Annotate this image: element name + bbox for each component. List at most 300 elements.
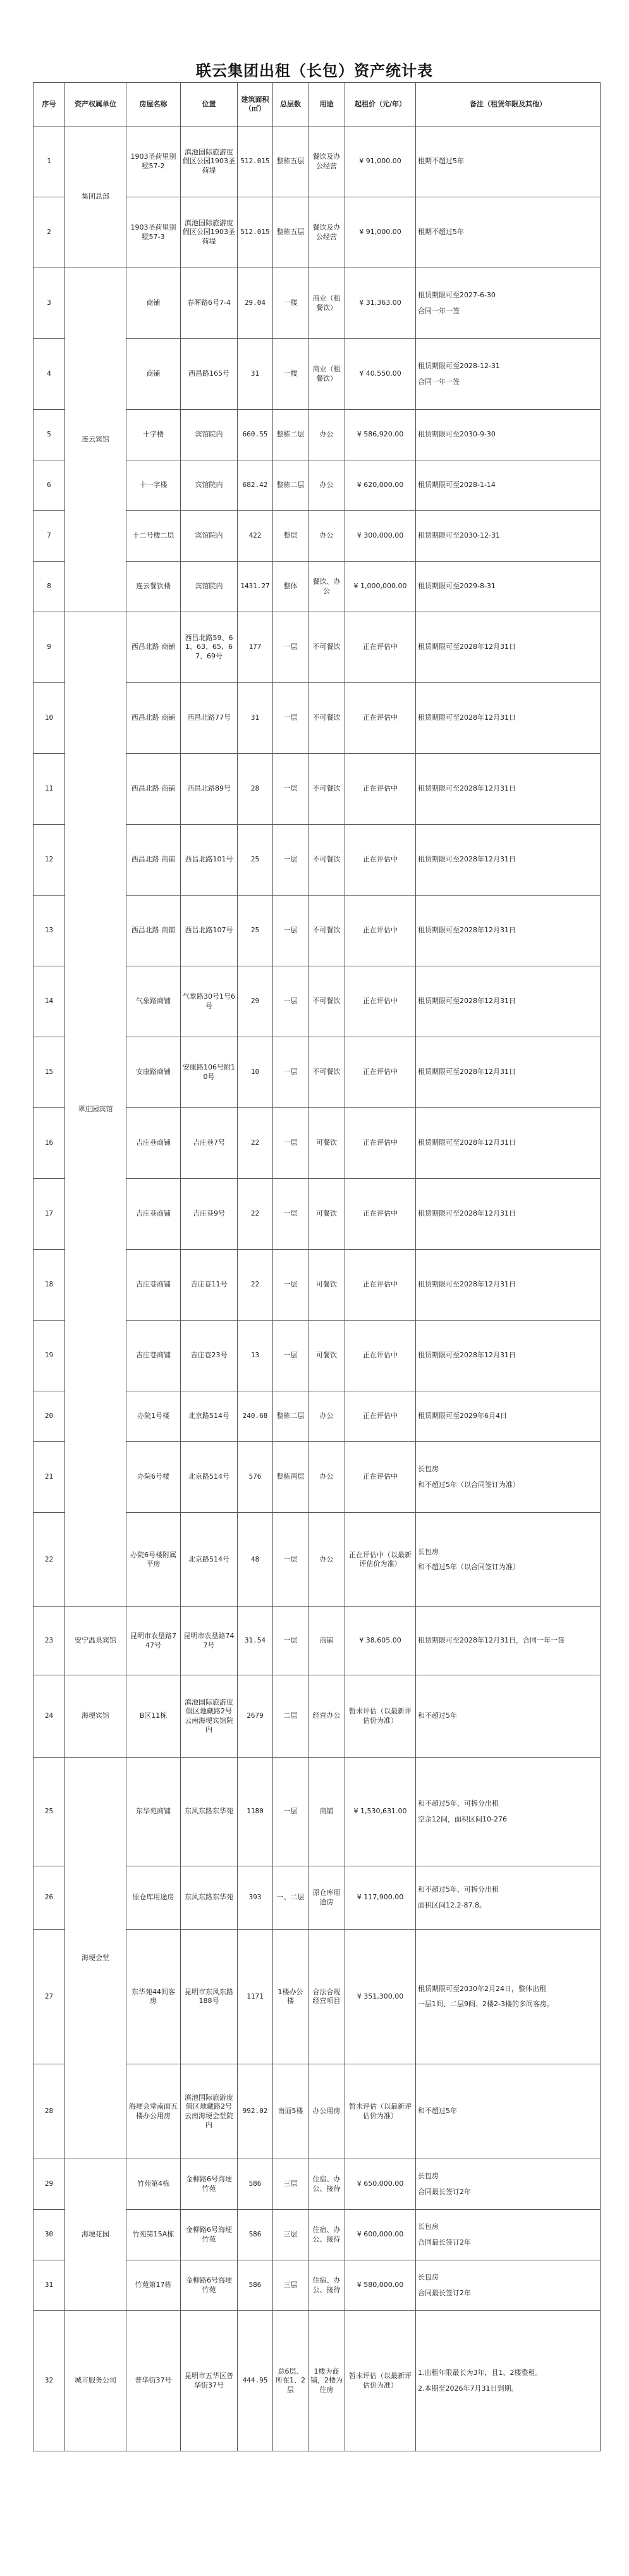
remark-line: 租赁期限可至2028年12月31日: [418, 855, 516, 864]
remark-line: 租赁期限可至2028年12月31日: [418, 713, 516, 722]
house-name-cell: 办院1号楼: [126, 1391, 181, 1442]
remark-line: 长包房: [418, 2172, 439, 2181]
floors-cell: 整栋二层: [273, 460, 308, 511]
area-cell: 22: [238, 1250, 273, 1321]
house-name-cell: 气象路商铺: [126, 966, 181, 1037]
remark-cell: [416, 2064, 601, 2159]
row-number-cell: 15: [34, 1037, 65, 1108]
remark-cell: [416, 683, 601, 754]
area-cell: 22: [238, 1108, 273, 1179]
table-row: [34, 612, 601, 683]
floors-cell: 1楼办公楼: [273, 1930, 308, 2064]
location-cell: 西昌北路107号: [181, 896, 238, 966]
price-cell: ¥ 650,000.00: [345, 2159, 416, 2210]
location-cell: 宾馆院内: [181, 562, 238, 612]
price-cell: ¥ 600,000.00: [345, 2210, 416, 2260]
usage-cell: 不可餐饮: [308, 966, 345, 1037]
house-name-cell: 十字楼: [126, 410, 181, 460]
usage-cell: 办公: [308, 511, 345, 562]
floors-cell: 整栋二层: [273, 1391, 308, 1442]
floors-cell: 一层: [273, 754, 308, 825]
remark-cell: [416, 1513, 601, 1607]
remark-line: 租赁期限可至2030-12-31: [418, 531, 500, 540]
floors-cell: 二层: [273, 1675, 308, 1758]
remark-cell: [416, 268, 601, 339]
area-cell: 422: [238, 511, 273, 562]
floors-cell: 整层: [273, 511, 308, 562]
remark-cell: [416, 1179, 601, 1250]
area-cell: 1171: [238, 1930, 273, 2064]
floors-cell: 一层: [273, 896, 308, 966]
area-cell: 512.015: [238, 126, 273, 197]
location-cell: 金柳路6号海埂竹苑: [181, 2260, 238, 2311]
table-row: [34, 1675, 601, 1758]
price-cell: ¥ 351,300.00: [345, 1930, 416, 2064]
location-cell: 滇池国际旅游度假区地藏路2号云南海埂会堂院内: [181, 2064, 238, 2159]
header-row: [34, 83, 601, 126]
location-cell: 滇池国际旅游度假区公园1903圣荷堤: [181, 197, 238, 268]
location-cell: 宾馆院内: [181, 460, 238, 511]
header-cell: 资产权属单位: [65, 83, 126, 126]
usage-cell: 办公用房: [308, 2064, 345, 2159]
floors-cell: 一楼: [273, 339, 308, 410]
remark-cell: [416, 1866, 601, 1930]
owner-cell: 连云宾馆: [65, 268, 126, 612]
remark-cell: [416, 2311, 601, 2451]
location-cell: 北京路514号: [181, 1442, 238, 1513]
remark-cell: [416, 754, 601, 825]
usage-cell: 住宿、办公、接待: [308, 2159, 345, 2210]
header-cell: 建筑面积（㎡）: [238, 83, 273, 126]
house-name-cell: 普华街37号: [126, 2311, 181, 2451]
area-cell: 1180: [238, 1758, 273, 1866]
price-cell: ¥ 1,530,631.00: [345, 1758, 416, 1866]
area-cell: 1431.27: [238, 562, 273, 612]
usage-cell: 可餐饮: [308, 1250, 345, 1321]
remark-line: 租赁期限可至2028年12月31日: [418, 1138, 516, 1147]
usage-cell: 商铺: [308, 1607, 345, 1675]
house-name-cell: 竹苑第17栋: [126, 2260, 181, 2311]
house-name-cell: 竹苑第4栋: [126, 2159, 181, 2210]
price-cell: ¥ 580,000.00: [345, 2260, 416, 2311]
remark-line: 和不超过5年（以合同签订为准）: [418, 1480, 520, 1489]
row-number-cell: 19: [34, 1321, 65, 1391]
price-cell: 正在评估中: [345, 1037, 416, 1108]
remark-line: 租赁期限可至2028年12月31日，合同一年一签: [418, 1636, 565, 1645]
row-number-cell: 10: [34, 683, 65, 754]
area-cell: 2679: [238, 1675, 273, 1758]
remark-cell: [416, 1037, 601, 1108]
price-cell: ¥ 31,363.00: [345, 268, 416, 339]
usage-cell: 办公: [308, 1442, 345, 1513]
house-name-cell: 1903圣荷里别墅57-2: [126, 126, 181, 197]
remark-line: 租赁期限可至2028年12月31日: [418, 1280, 516, 1289]
owner-cell: 海埂会堂: [65, 1758, 126, 2159]
usage-cell: 不可餐饮: [308, 683, 345, 754]
usage-cell: 不可餐饮: [308, 896, 345, 966]
row-number-cell: 3: [34, 268, 65, 339]
table-row: [34, 126, 601, 197]
location-cell: 金柳路6号海埂竹苑: [181, 2159, 238, 2210]
remark-cell: [416, 1391, 601, 1442]
area-cell: 393: [238, 1866, 273, 1930]
owner-cell: 安宁温泉宾馆: [65, 1607, 126, 1675]
price-cell: 正在评估中: [345, 683, 416, 754]
location-cell: 宾馆院内: [181, 511, 238, 562]
table-body: [34, 126, 601, 2451]
remark-cell: [416, 562, 601, 612]
floors-cell: 一楼: [273, 268, 308, 339]
remark-line: 租赁期限可至2028-1-14: [418, 481, 496, 490]
owner-cell: 翠庄园宾馆: [65, 612, 126, 1607]
floors-cell: 整栋五层: [273, 126, 308, 197]
remark-line: 租赁期限可至2028-12-31: [418, 362, 500, 371]
remark-line: 长包房: [418, 2222, 439, 2231]
row-number-cell: 2: [34, 197, 65, 268]
remark-line: 租赁期限可至2028年12月31日: [418, 1209, 516, 1218]
area-cell: 31.54: [238, 1607, 273, 1675]
house-name-cell: 吉庄巷商铺: [126, 1179, 181, 1250]
price-cell: 暂未评估（以最新评估价为准）: [345, 2064, 416, 2159]
remark-line: 长包房: [418, 1465, 439, 1474]
remark-line: 长包房: [418, 1547, 439, 1556]
remark-cell: [416, 2159, 601, 2210]
remark-cell: [416, 1675, 601, 1758]
row-number-cell: 8: [34, 562, 65, 612]
remark-line: 面积区间12.2-87.8。: [418, 1901, 486, 1909]
area-cell: 10: [238, 1037, 273, 1108]
house-name-cell: 安康路商铺: [126, 1037, 181, 1108]
area-cell: 13: [238, 1321, 273, 1391]
area-cell: 576: [238, 1442, 273, 1513]
remark-cell: [416, 410, 601, 460]
usage-cell: 住宿、办公、接待: [308, 2260, 345, 2311]
floors-cell: 一层: [273, 966, 308, 1037]
house-name-cell: 商铺: [126, 339, 181, 410]
usage-cell: 餐饮及办公经营: [308, 197, 345, 268]
remark-cell: [416, 1758, 601, 1866]
price-cell: 暂未评估（以最新评估价为准）: [345, 1675, 416, 1758]
remark-cell: [416, 339, 601, 410]
row-number-cell: 13: [34, 896, 65, 966]
row-number-cell: 12: [34, 825, 65, 896]
area-cell: 444.95: [238, 2311, 273, 2451]
usage-cell: 住宿、办公、接待: [308, 2210, 345, 2260]
house-name-cell: 西昌北路 商铺: [126, 683, 181, 754]
area-cell: 29: [238, 966, 273, 1037]
owner-cell: 集团总部: [65, 126, 126, 268]
header-cell: 用途: [308, 83, 345, 126]
remark-line: 合同一年一签: [418, 306, 460, 315]
location-cell: 昆明市农垦路747号: [181, 1607, 238, 1675]
house-name-cell: 原仓库用途房: [126, 1866, 181, 1930]
usage-cell: 不可餐饮: [308, 825, 345, 896]
area-cell: 28: [238, 754, 273, 825]
usage-cell: 餐饮、办公: [308, 562, 345, 612]
price-cell: ¥ 586,920.00: [345, 410, 416, 460]
remark-line: 合同最长签订2年: [418, 2288, 471, 2297]
house-name-cell: 1903圣荷里别墅57-3: [126, 197, 181, 268]
usage-cell: 餐饮及办公经营: [308, 126, 345, 197]
row-number-cell: 31: [34, 2260, 65, 2311]
location-cell: 东风东路东华苑: [181, 1866, 238, 1930]
remark-cell: [416, 511, 601, 562]
remark-line: 租赁期限可至2030年2月24日，整体出租: [418, 1984, 546, 1993]
location-cell: 金柳路6号海埂竹苑: [181, 2210, 238, 2260]
location-cell: 滇池国际旅游度假区地藏路2号云南海埂宾馆院内: [181, 1675, 238, 1758]
row-number-cell: 25: [34, 1758, 65, 1866]
house-name-cell: 办院6号楼: [126, 1442, 181, 1513]
house-name-cell: 吉庄巷商铺: [126, 1108, 181, 1179]
usage-cell: 不可餐饮: [308, 612, 345, 683]
location-cell: 吉庄巷23号: [181, 1321, 238, 1391]
price-cell: 暂未评估（以最新评估价为准）: [345, 2311, 416, 2451]
remark-line: 租赁期限可至2028年12月31日: [418, 1068, 516, 1076]
price-cell: 正在评估中: [345, 1108, 416, 1179]
usage-cell: 可餐饮: [308, 1179, 345, 1250]
owner-cell: 海埂宾馆: [65, 1675, 126, 1758]
floors-cell: 一层: [273, 1108, 308, 1179]
location-cell: 西昌路165号: [181, 339, 238, 410]
location-cell: 安康路106号附10号: [181, 1037, 238, 1108]
house-name-cell: 十一字楼: [126, 460, 181, 511]
house-name-cell: 东华苑商铺: [126, 1758, 181, 1866]
remark-line: 租赁期限可至2030-9-30: [418, 430, 496, 439]
area-cell: 29.04: [238, 268, 273, 339]
remark-line: 和不超过5年，可拆分出租: [418, 1885, 499, 1894]
row-number-cell: 29: [34, 2159, 65, 2210]
row-number-cell: 14: [34, 966, 65, 1037]
house-name-cell: 连云餐饮楼: [126, 562, 181, 612]
price-cell: 正在评估中: [345, 1321, 416, 1391]
usage-cell: 合法合规经营项目: [308, 1930, 345, 2064]
area-cell: 992.02: [238, 2064, 273, 2159]
floors-cell: 一层: [273, 1250, 308, 1321]
remark-cell: [416, 896, 601, 966]
area-cell: 660.55: [238, 410, 273, 460]
remark-line: 合同最长签订2年: [418, 2238, 471, 2246]
house-name-cell: 吉庄巷商铺: [126, 1250, 181, 1321]
row-number-cell: 11: [34, 754, 65, 825]
usage-cell: 不可餐饮: [308, 754, 345, 825]
location-cell: 吉庄巷9号: [181, 1179, 238, 1250]
remark-cell: [416, 126, 601, 197]
asset-table: [33, 82, 601, 2451]
location-cell: 吉庄巷7号: [181, 1108, 238, 1179]
table-row: [34, 1758, 601, 1866]
owner-cell: 海埂花园: [65, 2159, 126, 2311]
floors-cell: 一层: [273, 1179, 308, 1250]
area-cell: 682.42: [238, 460, 273, 511]
location-cell: 西昌北路77号: [181, 683, 238, 754]
price-cell: 正在评估中: [345, 612, 416, 683]
floors-cell: 一层: [273, 1513, 308, 1607]
area-cell: 31: [238, 683, 273, 754]
area-cell: 240.68: [238, 1391, 273, 1442]
location-cell: 北京路514号: [181, 1391, 238, 1442]
price-cell: ¥ 620,000.00: [345, 460, 416, 511]
row-number-cell: 24: [34, 1675, 65, 1758]
remark-line: 租赁期限可至2027-6-30: [418, 291, 496, 300]
table-row: [34, 2311, 601, 2451]
house-name-cell: 十二号楼二层: [126, 511, 181, 562]
location-cell: 东风东路东华苑: [181, 1758, 238, 1866]
page-title: 联云集团出租（长包）资产统计表: [196, 61, 433, 80]
remark-line: 一层1间、二层9间、2楼2-3楼的多间客房。: [418, 2000, 554, 2008]
location-cell: 滇池国际旅游度假区公园1903圣荷堤: [181, 126, 238, 197]
remark-cell: [416, 1930, 601, 2064]
row-number-cell: 7: [34, 511, 65, 562]
area-cell: 25: [238, 896, 273, 966]
area-cell: 177: [238, 612, 273, 683]
row-number-cell: 28: [34, 2064, 65, 2159]
house-name-cell: B区11栋: [126, 1675, 181, 1758]
location-cell: 昆明市五华区普华街37号: [181, 2311, 238, 2451]
remark-cell: [416, 1321, 601, 1391]
price-cell: 正在评估中: [345, 1179, 416, 1250]
remark-cell: [416, 825, 601, 896]
row-number-cell: 27: [34, 1930, 65, 2064]
remark-line: 1.出租年限最长为3年，且1、2楼整租。: [418, 2369, 542, 2377]
location-cell: 春晖路6号7-4: [181, 268, 238, 339]
price-cell: 正在评估中: [345, 1442, 416, 1513]
remark-cell: [416, 1108, 601, 1179]
location-cell: 气象路30号1号6号: [181, 966, 238, 1037]
header-cell: 位置: [181, 83, 238, 126]
usage-cell: 办公: [308, 1391, 345, 1442]
house-name-cell: 昆明市农垦路747号: [126, 1607, 181, 1675]
house-name-cell: 竹苑第15A栋: [126, 2210, 181, 2260]
floors-cell: 总6层、所在1、2层: [273, 2311, 308, 2451]
location-cell: 北京路514号: [181, 1513, 238, 1607]
row-number-cell: 9: [34, 612, 65, 683]
row-number-cell: 4: [34, 339, 65, 410]
floors-cell: 一层: [273, 612, 308, 683]
price-cell: 正在评估中: [345, 966, 416, 1037]
house-name-cell: 商铺: [126, 268, 181, 339]
remark-line: 和不超过5年: [418, 1711, 457, 1720]
floors-cell: 三层: [273, 2210, 308, 2260]
remark-line: 租赁期限可至2028年12月31日: [418, 784, 516, 793]
row-number-cell: 17: [34, 1179, 65, 1250]
floors-cell: 整体: [273, 562, 308, 612]
price-cell: 正在评估中（以最新评估价为准）: [345, 1513, 416, 1607]
house-name-cell: 西昌北路 商铺: [126, 896, 181, 966]
header-cell: 起租价（元/年）: [345, 83, 416, 126]
remark-line: 和不超过5年: [418, 2107, 457, 2116]
area-cell: 31: [238, 339, 273, 410]
remark-line: 租赁期限可至2028年12月31日: [418, 1351, 516, 1360]
row-number-cell: 26: [34, 1866, 65, 1930]
price-cell: 正在评估中: [345, 825, 416, 896]
usage-cell: 办公: [308, 460, 345, 511]
row-number-cell: 16: [34, 1108, 65, 1179]
area-cell: 586: [238, 2159, 273, 2210]
row-number-cell: 20: [34, 1391, 65, 1442]
floors-cell: 一层: [273, 683, 308, 754]
floors-cell: 三层: [273, 2159, 308, 2210]
row-number-cell: 23: [34, 1607, 65, 1675]
floors-cell: 一、二层: [273, 1866, 308, 1930]
usage-cell: 可餐饮: [308, 1108, 345, 1179]
remark-line: 和不超过5年，可拆分出租: [418, 1799, 499, 1808]
price-cell: ¥ 117,900.00: [345, 1866, 416, 1930]
remark-cell: [416, 966, 601, 1037]
house-name-cell: 西昌北路 商铺: [126, 754, 181, 825]
owner-cell: 城市服务公司: [65, 2311, 126, 2451]
price-cell: ¥ 40,550.00: [345, 339, 416, 410]
remark-line: 空余12间，面积区间10-276: [418, 1815, 507, 1823]
table-row: [34, 1607, 601, 1675]
remark-line: 租赁期限可至2028年12月31日: [418, 643, 516, 651]
row-number-cell: 21: [34, 1442, 65, 1513]
location-cell: 吉庄巷11号: [181, 1250, 238, 1321]
floors-cell: 一层: [273, 1321, 308, 1391]
row-number-cell: 22: [34, 1513, 65, 1607]
price-cell: 正在评估中: [345, 1250, 416, 1321]
remark-cell: [416, 1250, 601, 1321]
remark-line: 租赁期限可至2029年6月4日: [418, 1412, 507, 1420]
row-number-cell: 1: [34, 126, 65, 197]
floors-cell: 一层: [273, 1607, 308, 1675]
usage-cell: 商业（租餐饮）: [308, 339, 345, 410]
usage-cell: 经营办公: [308, 1675, 345, 1758]
remark-line: 和不超过5年（以合同签订为准）: [418, 1563, 520, 1571]
remark-cell: [416, 2210, 601, 2260]
area-cell: 25: [238, 825, 273, 896]
floors-cell: 整栋两层: [273, 1442, 308, 1513]
house-name-cell: 吉庄巷商铺: [126, 1321, 181, 1391]
usage-cell: 商铺: [308, 1758, 345, 1866]
header-cell: 序号: [34, 83, 65, 126]
floors-cell: 一层: [273, 825, 308, 896]
remark-cell: [416, 460, 601, 511]
price-cell: 正在评估中: [345, 1391, 416, 1442]
price-cell: ¥ 1,000,000.00: [345, 562, 416, 612]
area-cell: 22: [238, 1179, 273, 1250]
remark-cell: [416, 1442, 601, 1513]
house-name-cell: 西昌北路 商铺: [126, 612, 181, 683]
usage-cell: 办公: [308, 410, 345, 460]
area-cell: 512.015: [238, 197, 273, 268]
price-cell: ¥ 38,605.00: [345, 1607, 416, 1675]
usage-cell: 不可餐饮: [308, 1037, 345, 1108]
usage-cell: 商业（租餐饮）: [308, 268, 345, 339]
house-name-cell: 东华苑44间客房: [126, 1930, 181, 2064]
house-name-cell: 海埂会堂南面五楼办公用房: [126, 2064, 181, 2159]
price-cell: 正在评估中: [345, 896, 416, 966]
row-number-cell: 6: [34, 460, 65, 511]
header-cell: 备注（租赁年限及其他）: [416, 83, 601, 126]
location-cell: 西昌北路59、61、63、65、67、69号: [181, 612, 238, 683]
remark-line: 租赁期限可至2028年12月31日: [418, 926, 516, 935]
usage-cell: 1楼为商铺，2楼为住房: [308, 2311, 345, 2451]
price-cell: ¥ 91,000.00: [345, 126, 416, 197]
header-cell: 总层数: [273, 83, 308, 126]
remark-cell: [416, 197, 601, 268]
floors-cell: 南面5楼: [273, 2064, 308, 2159]
location-cell: 宾馆院内: [181, 410, 238, 460]
location-cell: 西昌北路89号: [181, 754, 238, 825]
remark-cell: [416, 1607, 601, 1675]
remark-cell: [416, 612, 601, 683]
table-row: [34, 268, 601, 339]
remark-line: 2.本期至2026年7月31日到期。: [418, 2384, 518, 2393]
remark-line: 租期不超过5年: [418, 157, 464, 166]
floors-cell: 整栋五层: [273, 197, 308, 268]
table-row: [34, 2159, 601, 2210]
price-cell: 正在评估中: [345, 754, 416, 825]
